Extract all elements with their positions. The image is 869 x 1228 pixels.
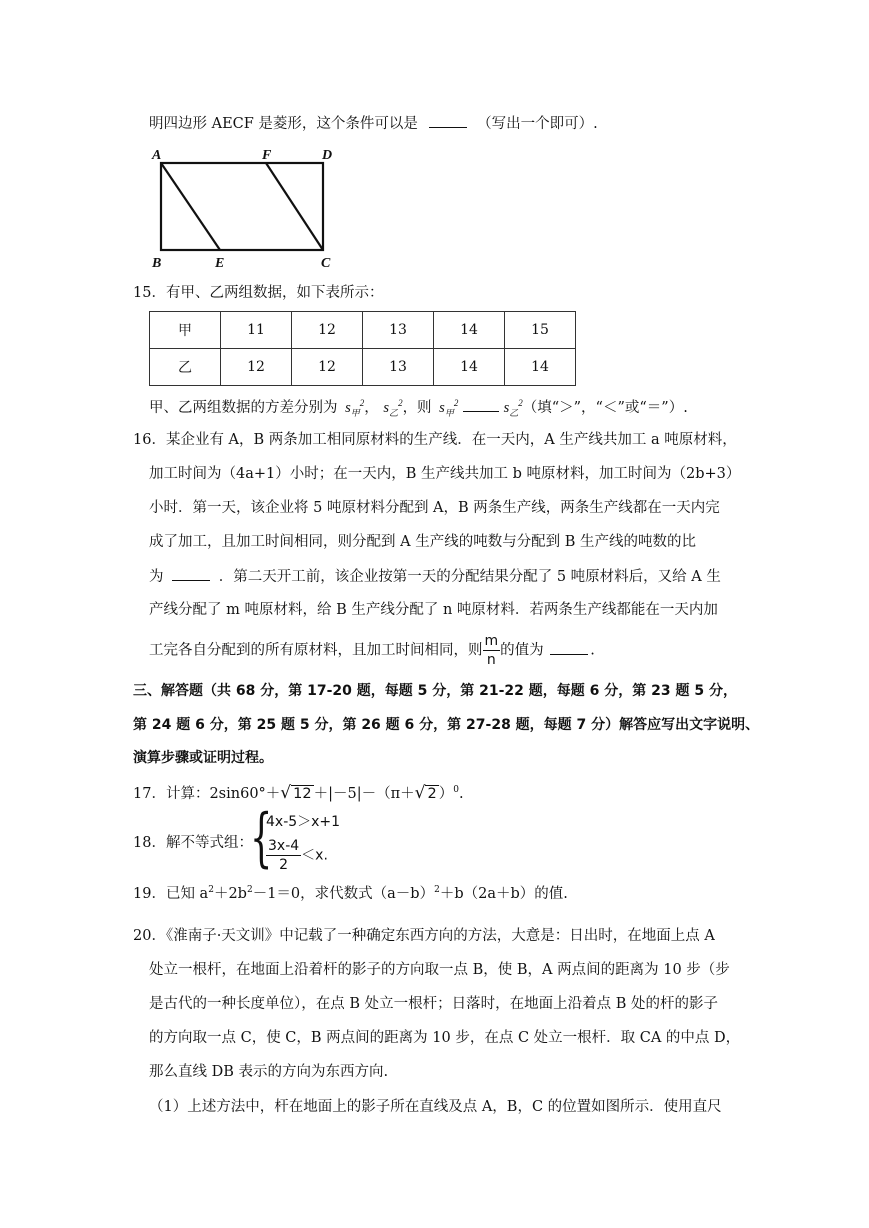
s-yi-symbol: $s_乙^2$ <box>503 398 523 418</box>
table-cell: 13 <box>363 312 434 349</box>
table-row <box>150 349 576 386</box>
q16-answer-blank-2[interactable] <box>550 640 588 655</box>
period: . <box>458 786 464 802</box>
table-cell: 14 <box>434 349 505 386</box>
q16-text: ．第二天开工前，该企业按第一天的分配结果分配了 5 吨原材料后，又给 A 生 <box>218 569 721 585</box>
q19-text: 19．已知 a <box>133 886 209 902</box>
section-3-line-1: 三、解答题（共 68 分，第 17-20 题，每题 5 分，第 21-22 题，每题 6 分，第 23 题 5 分， <box>133 683 737 699</box>
table-cell: 14 <box>505 349 576 386</box>
q16-line-4: 成了加工，且加工时间相同，则分配到 A 生产线的吨数与分配到 B 生产线的吨数的比 <box>149 534 697 550</box>
q14-answer-blank[interactable] <box>429 113 467 128</box>
sqrt-icon: √ <box>280 783 292 803</box>
period: . <box>323 847 328 864</box>
segment-fc <box>266 163 323 250</box>
label-c: C <box>321 256 331 271</box>
brace-icon: { <box>250 801 273 875</box>
sqrt-icon: √ <box>414 783 426 803</box>
q14-suffix: （写出一个即可）. <box>477 116 598 132</box>
q16-text: 工完各自分配到的所有原材料，且加工时间相同，则 <box>149 642 483 659</box>
table-cell: 15 <box>505 312 576 349</box>
q15-variance-line <box>149 397 688 418</box>
q16-line-3: 小时．第一天，该企业将 5 吨原材料分配到 A，B 两条生产线，两条生产线都在一天内完 <box>149 500 720 516</box>
sqrt-12: 12 <box>293 786 312 802</box>
q16-answer-blank-1[interactable] <box>172 566 210 581</box>
q17-line <box>133 783 464 804</box>
q19-text: ＋2b <box>213 886 247 902</box>
q14-tail-line <box>149 113 598 134</box>
segment-ae <box>161 163 220 250</box>
table-cell: 14 <box>434 312 505 349</box>
s-yi-symbol: $s_乙^2$ <box>383 398 403 418</box>
table-row <box>150 312 576 349</box>
table-cell: 13 <box>363 349 434 386</box>
q16-line-2: 加工时间为（4a+1）小时；在一天内，B 生产线共加工 b 吨原材料，加工时间为（2b+3） <box>149 466 741 482</box>
q20-line-2: 处立一根杆，在地面上沿着杆的影子的方向取一点 B，使 B，A 两点间的距离为 10 步（步 <box>149 962 730 978</box>
table-cell: 12 <box>292 312 363 349</box>
rectangle-abcd <box>161 163 323 250</box>
q20-line-4: 的方向取一点 C，使 C，B 两点间的距离为 10 步，在点 C 处立一根杆．取 CA 的中点 D， <box>149 1030 741 1046</box>
table-cell: 11 <box>221 312 292 349</box>
s-jia-symbol: $s_甲^2$ <box>345 398 365 418</box>
label-d: D <box>322 148 333 163</box>
q18-inequality-1: 4x-5＞x+1 <box>266 814 341 830</box>
q15-table <box>149 311 576 386</box>
less-than-x: ＜x <box>301 847 324 864</box>
q20-line-5: 那么直线 DB 表示的方向为东西方向. <box>149 1064 389 1080</box>
table-cell: 乙 <box>150 349 221 386</box>
period: . <box>590 642 595 659</box>
q15-answer-blank[interactable] <box>463 397 499 412</box>
fraction-3x-4-over-2: $\frac{3x-4}{2}$ <box>268 838 300 873</box>
q16-text: 的值为 <box>500 642 544 659</box>
sqrt-2: 2 <box>427 786 437 802</box>
label-a: A <box>152 148 162 163</box>
q16-line-1: 16．某企业有 A，B 两条加工相同原材料的生产线．在一天内，A 生产线共加工 a 吨原材料， <box>133 432 737 448</box>
q18-inequality-2 <box>266 837 328 874</box>
q18-label: 18．解不等式组： <box>133 835 253 851</box>
q20-line-1: 20．《淮南子·天文训》中记载了一种确定东西方向的方法，大意是：日出时，在地面上点 A <box>133 928 715 944</box>
q19-text: ＋b（2a＋b）的值. <box>439 886 568 902</box>
exponent: 0 <box>453 785 459 796</box>
s-jia-symbol: $s_甲^2$ <box>439 398 459 418</box>
q19-text: －1＝0，求代数式（a－b） <box>252 886 435 902</box>
table-cell: 12 <box>221 349 292 386</box>
q17-text: 17．计算：2sin60°＋ <box>133 786 281 802</box>
q14-text: 明四边形 AECF 是菱形，这个条件可以是 <box>149 116 418 132</box>
then-text: ，则 <box>402 400 432 416</box>
q16-line-7 <box>149 632 595 669</box>
q20-line-6: （1）上述方法中，杆在地面上的影子所在直线及点 A，B，C 的位置如图所示．使用直尺 <box>149 1099 722 1115</box>
q15-text-a: 甲、乙两组数据的方差分别为 <box>149 400 338 416</box>
label-f: F <box>262 148 272 163</box>
q17-text: ＋|－5|－（π＋ <box>313 786 415 802</box>
q16-line-6: 产线分配了 m 吨原材料，给 B 生产线分配了 n 吨原材料．若两条生产线都能在一天内加 <box>149 602 718 618</box>
table-cell: 甲 <box>150 312 221 349</box>
q20-line-3: 是古代的一种长度单位），在点 B 处立一根杆；日落时，在地面上沿着点 B 处的杆的影子 <box>149 996 718 1012</box>
rhombus-figure <box>148 146 338 271</box>
q17-text: ） <box>438 786 454 802</box>
q15-text-b: （填“＞”，“＜”或“＝”）. <box>522 400 688 416</box>
section-3-line-2: 第 24 题 6 分，第 25 题 5 分，第 26 题 6 分，第 27-28 题，每题 7 分）解答应写出文字说明、 <box>133 717 760 733</box>
q15-intro: 15．有甲、乙两组数据，如下表所示： <box>133 285 384 301</box>
comma: ， <box>364 400 379 416</box>
table-cell: 12 <box>292 349 363 386</box>
label-b: B <box>152 256 162 271</box>
label-e: E <box>215 256 225 271</box>
fraction-m-over-n: $\frac{m}{n}$ <box>484 633 499 668</box>
q16-line-5 <box>149 566 721 587</box>
q16-text: 为 <box>149 569 164 585</box>
q19-line: 19．已知 $a^2+2b^2-1=0$，求代数式$(a-b)^2+b(2a+b)$的值. <box>133 885 568 902</box>
section-3-line-3: 演算步骤或证明过程。 <box>133 750 273 766</box>
